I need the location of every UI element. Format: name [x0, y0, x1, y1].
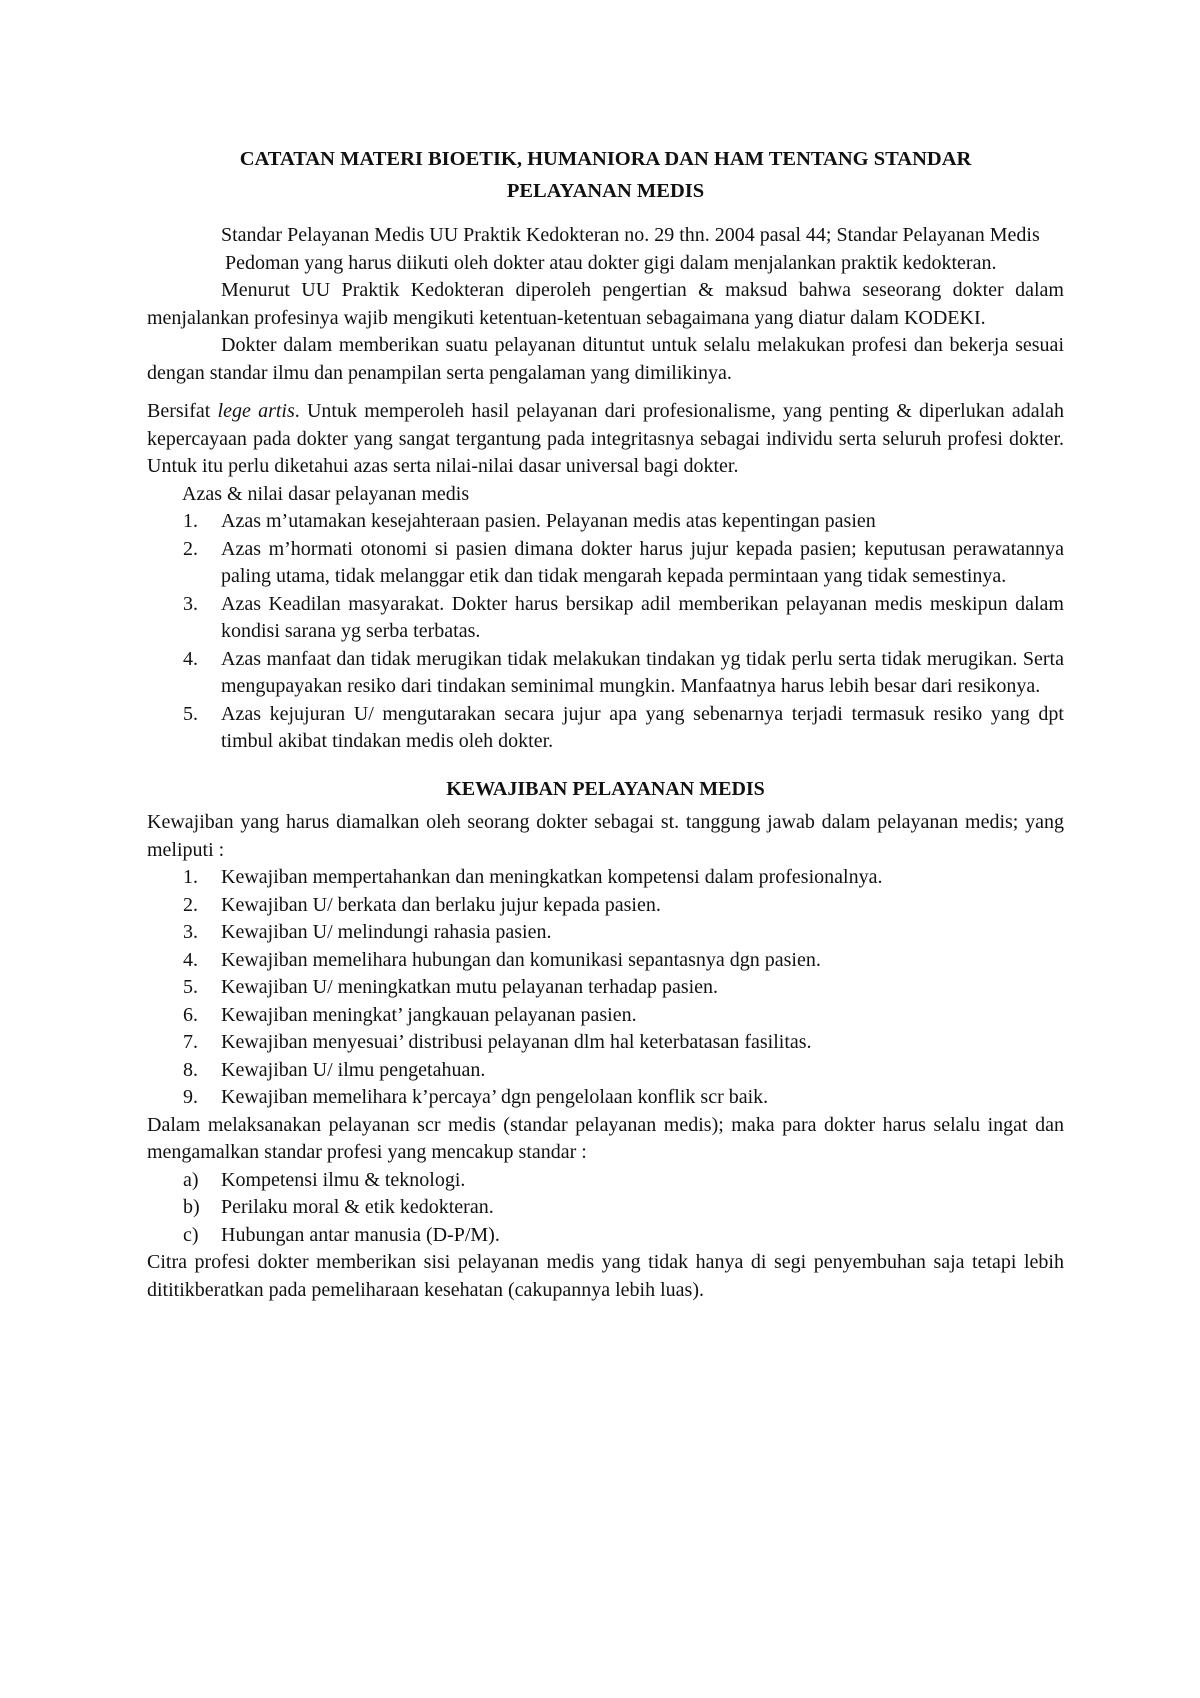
- list-text: Azas manfaat dan tidak merugikan tidak melakukan tindakan yg tidak perlu serta tidak merugikan. Serta mengupayakan resiko dari tindakan seminimal mungkin. Manfaatnya harus lebih besar dari resikonya.: [221, 647, 1064, 697]
- list-text: Kewajiban U/ berkata dan berlaku jujur kepada pasien.: [221, 893, 661, 916]
- lege-rest: . Untuk memperoleh hasil pelayanan dari profesionalisme, yang penting & diperlukan adalah kepercayaan pada dokter yang sangat tergantung pada integritasnya sebagai individu serta seluruh profesi dokter. Untuk itu perlu diketahui azas serta nilai-nilai dasar universal bagi dokter.: [147, 400, 1065, 477]
- list-item: [147, 892, 1064, 920]
- list-text: Hubungan antar manusia (D-P/M).: [221, 1223, 500, 1246]
- azas-list: [147, 508, 1064, 756]
- list-item: [147, 1029, 1064, 1057]
- list-number: 3.: [183, 921, 198, 943]
- list-item: [147, 974, 1064, 1002]
- list-number: 9.: [183, 1086, 198, 1108]
- list-number: 1.: [183, 866, 198, 888]
- title-spacer: [147, 207, 1064, 222]
- list-item: [147, 1084, 1064, 1112]
- lege-artis-term: lege artis: [217, 400, 295, 422]
- list-text: Kewajiban U/ meningkatkan mutu pelayanan terhadap pasien.: [221, 976, 719, 998]
- list-item: [147, 947, 1064, 975]
- list-text: Kompetensi ilmu & teknologi.: [221, 1168, 466, 1191]
- title-line-2: PELAYANAN MEDIS: [506, 180, 705, 202]
- list-number: 1.: [183, 510, 198, 532]
- list-letter: b): [183, 1196, 200, 1218]
- kewajiban-section-title: KEWAJIBAN PELAYANAN MEDIS: [446, 777, 765, 800]
- list-number: 4.: [183, 647, 198, 670]
- list-text: Kewajiban memelihara hubungan dan komunikasi sepantasnya dgn pasien.: [221, 948, 821, 971]
- lege-prefix: Bersifat: [147, 400, 218, 422]
- list-text: Kewajiban U/ melindungi rahasia pasien.: [221, 921, 552, 943]
- intro-paragraph-2: Pedoman yang harus diikuti oleh dokter atau dokter gigi dalam menjalankan praktik kedokteran.: [225, 251, 997, 274]
- list-number: 7.: [183, 1031, 198, 1053]
- list-item: [147, 1002, 1064, 1030]
- list-text: Azas m’hormati otonomi si pasien dimana dokter harus jujur kepada pasien; keputusan perawatannya paling utama, tidak melanggar etik dan tidak mengarah kepada permintaan yang tidak semestinya.: [221, 537, 1064, 587]
- list-text: Perilaku moral & etik kedokteran.: [221, 1196, 494, 1218]
- list-text: Kewajiban memelihara k’percaya’ dgn pengelolaan konflik scr baik.: [221, 1086, 769, 1108]
- list-number: 5.: [183, 702, 198, 725]
- list-text: Kewajiban menyesuai’ distribusi pelayanan dlm hal keterbatasan fasilitas.: [221, 1031, 812, 1053]
- title-line-1: CATATAN MATERI BIOETIK, HUMANIORA DAN HAM TENTANG STANDAR: [239, 148, 972, 170]
- list-item: [147, 1194, 1064, 1222]
- list-number: 3.: [183, 592, 198, 615]
- list-number: 5.: [183, 976, 198, 998]
- list-text: Azas kejujuran U/ mengutarakan secara jujur apa yang sebenarnya terjadi termasuk resiko yang dpt timbul akibat tindakan medis oleh dokter.: [221, 702, 1064, 752]
- list-number: 8.: [183, 1058, 198, 1081]
- list-item: [147, 508, 1064, 536]
- list-item: [147, 864, 1064, 892]
- standar-list: [147, 1167, 1064, 1250]
- intro-paragraph-1: Standar Pelayanan Medis UU Praktik Kedokteran no. 29 thn. 2004 pasal 44; Standar Pelayanan Medis: [221, 224, 1040, 246]
- list-number: 4.: [183, 948, 198, 971]
- list-text: Azas Keadilan masyarakat. Dokter harus bersikap adil memberikan pelayanan medis meskipun dalam kondisi sarana yg serba terbatas.: [221, 592, 1064, 642]
- standar-intro: Dalam melaksanakan pelayanan scr medis (standar pelayanan medis); maka para dokter harus selalu ingat dan mengamalkan standar profesi yang mencakup standar :: [147, 1113, 1064, 1163]
- list-letter: a): [183, 1168, 199, 1191]
- list-number: 6.: [183, 1003, 198, 1026]
- kewajiban-list: [147, 864, 1064, 1112]
- list-item: [147, 919, 1064, 947]
- list-item: [147, 1167, 1064, 1195]
- list-text: Kewajiban U/ ilmu pengetahuan.: [221, 1058, 486, 1081]
- paragraph-spacer: [147, 387, 1064, 398]
- intro-paragraph-3: Menurut UU Praktik Kedokteran diperoleh pengertian & maksud bahwa seseorang dokter dalam menjalankan profesinya wajib mengikuti ketentuan-ketentuan sebagaimana yang diatur dalam KODEKI.: [147, 279, 1064, 329]
- kewajiban-intro: Kewajiban yang harus diamalkan oleh seorang dokter sebagai st. tanggung jawab dalam pelayanan medis; yang meliputi :: [147, 811, 1064, 861]
- list-number: 2.: [183, 537, 198, 560]
- list-text: Kewajiban meningkat’ jangkauan pelayanan pasien.: [221, 1003, 637, 1026]
- document-title: [147, 143, 1064, 207]
- list-item: [147, 591, 1064, 646]
- list-item: [147, 1222, 1064, 1250]
- document-body: [147, 143, 1064, 1304]
- intro-paragraph-4: Dokter dalam memberikan suatu pelayanan dituntut untuk selalu melakukan profesi dan bekerja sesuai dengan standar ilmu dan penampilan serta pengalaman yang dimilikinya.: [147, 334, 1064, 384]
- list-item: [147, 701, 1064, 756]
- list-text: Azas m’utamakan kesejahteraan pasien. Pelayanan medis atas kepentingan pasien: [221, 510, 876, 532]
- azas-heading: Azas & nilai dasar pelayanan medis: [182, 482, 470, 505]
- list-item: [147, 536, 1064, 591]
- list-number: 2.: [183, 893, 198, 916]
- closing-paragraph: Citra profesi dokter memberikan sisi pelayanan medis yang tidak hanya di segi penyembuhan saja tetapi lebih dititikberatkan pada pemeliharaan kesehatan (cakupannya lebih luas).: [147, 1251, 1064, 1301]
- list-text: Kewajiban mempertahankan dan meningkatkan kompetensi dalam profesionalnya.: [221, 866, 883, 888]
- lege-artis-paragraph: [147, 398, 1064, 481]
- list-item: [147, 646, 1064, 701]
- list-item: [147, 1057, 1064, 1085]
- list-letter: c): [183, 1223, 199, 1246]
